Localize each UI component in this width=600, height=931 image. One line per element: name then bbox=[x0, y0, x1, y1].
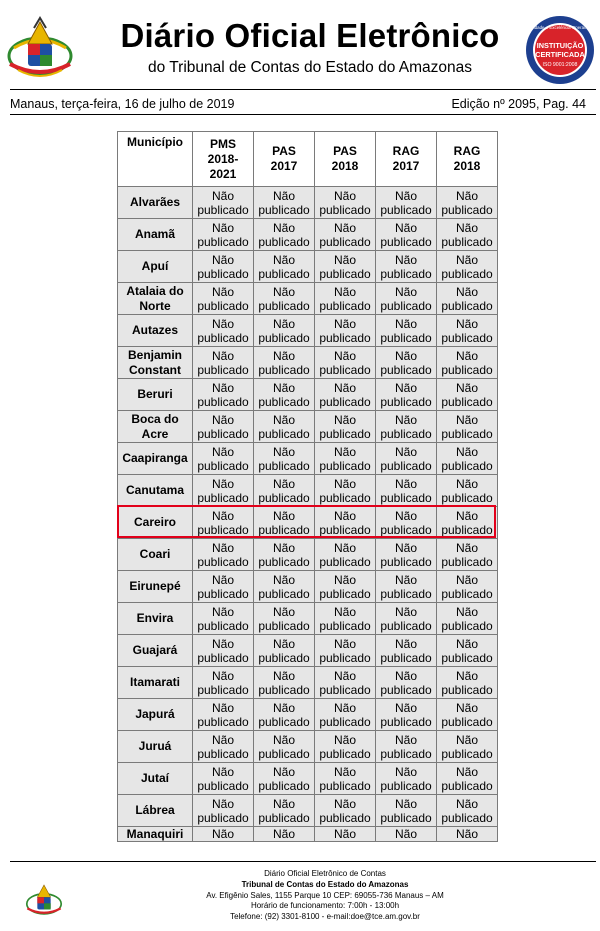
status-cell-pas-2017: Não publicado bbox=[254, 507, 315, 539]
status-cell-pas-2018: Não publicado bbox=[315, 571, 376, 603]
municipio-cell: Autazes bbox=[118, 315, 193, 347]
status-cell-rag-2018: Não publicado bbox=[437, 571, 498, 603]
status-cell-pms-2018-2021: Não publicado bbox=[193, 635, 254, 667]
seal-top-text: Qualidade e Excelência Operacional bbox=[524, 25, 596, 30]
status-cell-rag-2018: Não publicado bbox=[437, 251, 498, 283]
status-cell-pas-2017: Não publicado bbox=[254, 795, 315, 827]
status-cell-pas-2017: Não bbox=[254, 827, 315, 842]
status-cell-rag-2018: Não publicado bbox=[437, 763, 498, 795]
status-cell-rag-2017: Não publicado bbox=[376, 251, 437, 283]
status-cell-pas-2017: Não publicado bbox=[254, 283, 315, 315]
status-cell-rag-2018: Não publicado bbox=[437, 603, 498, 635]
status-cell-pas-2017: Não publicado bbox=[254, 731, 315, 763]
iso-certification-seal-icon bbox=[524, 14, 596, 86]
tce-am-footer-emblem-icon bbox=[24, 880, 64, 920]
status-cell-pas-2018: Não publicado bbox=[315, 507, 376, 539]
table-row bbox=[118, 667, 498, 699]
status-cell-pms-2018-2021: Não bbox=[193, 827, 254, 842]
header-rag-2017: RAG 2017 bbox=[376, 132, 437, 187]
page-subtitle: do Tribunal de Contas do Estado do Amazonas bbox=[148, 59, 472, 76]
status-cell-pas-2017: Não publicado bbox=[254, 187, 315, 219]
status-cell-rag-2017: Não publicado bbox=[376, 731, 437, 763]
status-cell-rag-2018: Não publicado bbox=[437, 443, 498, 475]
status-cell-pms-2018-2021: Não publicado bbox=[193, 283, 254, 315]
status-cell-rag-2017: Não publicado bbox=[376, 347, 437, 379]
municipio-cell: Canutama bbox=[118, 475, 193, 507]
header-rag-2018: RAG 2018 bbox=[437, 132, 498, 187]
status-cell-rag-2018: Não publicado bbox=[437, 795, 498, 827]
status-cell-rag-2017: Não publicado bbox=[376, 763, 437, 795]
table-row bbox=[118, 283, 498, 315]
status-cell-pas-2018: Não publicado bbox=[315, 635, 376, 667]
table-row bbox=[118, 603, 498, 635]
table-row bbox=[118, 699, 498, 731]
status-cell-pms-2018-2021: Não publicado bbox=[193, 251, 254, 283]
municipio-cell: Boca do Acre bbox=[118, 411, 193, 443]
status-cell-rag-2017: Não publicado bbox=[376, 187, 437, 219]
status-cell-pas-2017: Não publicado bbox=[254, 539, 315, 571]
status-cell-pms-2018-2021: Não publicado bbox=[193, 443, 254, 475]
status-cell-pas-2017: Não publicado bbox=[254, 667, 315, 699]
seal-mid-text-1: INSTITUIÇÃO bbox=[536, 41, 584, 50]
status-cell-pms-2018-2021: Não publicado bbox=[193, 603, 254, 635]
table-row bbox=[118, 347, 498, 379]
status-cell-rag-2017: Não bbox=[376, 827, 437, 842]
status-cell-pas-2018: Não publicado bbox=[315, 475, 376, 507]
table-row bbox=[118, 187, 498, 219]
status-cell-pas-2018: Não publicado bbox=[315, 731, 376, 763]
status-cell-pas-2017: Não publicado bbox=[254, 475, 315, 507]
status-cell-pas-2018: Não publicado bbox=[315, 411, 376, 443]
municipio-cell: Itamarati bbox=[118, 667, 193, 699]
footer-rule bbox=[10, 861, 596, 862]
status-cell-pas-2018: Não bbox=[315, 827, 376, 842]
municipio-cell: Jutaí bbox=[118, 763, 193, 795]
status-cell-rag-2018: Não publicado bbox=[437, 539, 498, 571]
footer-line-5: Telefone: (92) 3301-8100 - e-mail:doe@tce.am.gov.br bbox=[230, 912, 420, 922]
tce-am-coat-of-arms-icon bbox=[4, 14, 76, 84]
status-cell-rag-2017: Não publicado bbox=[376, 699, 437, 731]
status-cell-rag-2018: Não publicado bbox=[437, 187, 498, 219]
status-cell-pas-2017: Não publicado bbox=[254, 571, 315, 603]
municipio-cell: Guajará bbox=[118, 635, 193, 667]
municipio-cell: Caapiranga bbox=[118, 443, 193, 475]
municipio-cell: Lábrea bbox=[118, 795, 193, 827]
status-cell-pas-2018: Não publicado bbox=[315, 251, 376, 283]
status-cell-rag-2017: Não publicado bbox=[376, 411, 437, 443]
status-cell-pms-2018-2021: Não publicado bbox=[193, 187, 254, 219]
status-cell-rag-2017: Não publicado bbox=[376, 283, 437, 315]
status-cell-pms-2018-2021: Não publicado bbox=[193, 219, 254, 251]
header-rule-top bbox=[10, 89, 596, 90]
status-cell-rag-2017: Não publicado bbox=[376, 795, 437, 827]
table-body bbox=[118, 187, 498, 842]
municipio-cell: Benjamin Constant bbox=[118, 347, 193, 379]
status-cell-pas-2018: Não publicado bbox=[315, 539, 376, 571]
status-cell-rag-2017: Não publicado bbox=[376, 379, 437, 411]
table-row bbox=[118, 251, 498, 283]
status-cell-rag-2018: Não publicado bbox=[437, 379, 498, 411]
status-cell-rag-2018: Não bbox=[437, 827, 498, 842]
table-row bbox=[118, 379, 498, 411]
status-cell-pas-2017: Não publicado bbox=[254, 379, 315, 411]
footer-line-1: Diário Oficial Eletrônico de Contas bbox=[264, 869, 386, 878]
status-cell-pms-2018-2021: Não publicado bbox=[193, 507, 254, 539]
status-cell-rag-2017: Não publicado bbox=[376, 315, 437, 347]
edition-page: Edição nº 2095, Pag. 44 bbox=[451, 97, 586, 111]
status-cell-pms-2018-2021: Não publicado bbox=[193, 475, 254, 507]
status-cell-rag-2018: Não publicado bbox=[437, 475, 498, 507]
status-cell-rag-2018: Não publicado bbox=[437, 507, 498, 539]
table-row bbox=[118, 635, 498, 667]
status-cell-rag-2018: Não publicado bbox=[437, 219, 498, 251]
header-pas-2018: PAS 2018 bbox=[315, 132, 376, 187]
status-cell-pas-2018: Não publicado bbox=[315, 315, 376, 347]
status-cell-pms-2018-2021: Não publicado bbox=[193, 379, 254, 411]
status-cell-rag-2018: Não publicado bbox=[437, 699, 498, 731]
table-row bbox=[118, 539, 498, 571]
status-cell-pas-2017: Não publicado bbox=[254, 411, 315, 443]
table-row bbox=[118, 731, 498, 763]
municipio-cell: Juruá bbox=[118, 731, 193, 763]
table-row bbox=[118, 411, 498, 443]
seal-bottom-text: ISO 9001:2008 bbox=[542, 62, 578, 68]
status-cell-rag-2017: Não publicado bbox=[376, 443, 437, 475]
seal-mid-text-2: CERTIFICADA bbox=[535, 50, 585, 59]
status-cell-rag-2017: Não publicado bbox=[376, 475, 437, 507]
status-cell-rag-2017: Não publicado bbox=[376, 571, 437, 603]
status-cell-pas-2017: Não publicado bbox=[254, 603, 315, 635]
table-row bbox=[118, 795, 498, 827]
status-cell-pas-2017: Não publicado bbox=[254, 315, 315, 347]
municipio-cell: Japurá bbox=[118, 699, 193, 731]
status-cell-pas-2018: Não publicado bbox=[315, 283, 376, 315]
municipio-cell: Eirunepé bbox=[118, 571, 193, 603]
footer-line-2: Tribunal de Contas do Estado do Amazonas bbox=[241, 879, 409, 889]
status-cell-pms-2018-2021: Não publicado bbox=[193, 539, 254, 571]
table-row bbox=[118, 475, 498, 507]
status-cell-pas-2018: Não publicado bbox=[315, 603, 376, 635]
status-cell-rag-2018: Não publicado bbox=[437, 411, 498, 443]
header-pms-2018-2021: PMS 2018- 2021 bbox=[193, 132, 254, 187]
municipality-status-table bbox=[117, 131, 498, 842]
table-row bbox=[118, 443, 498, 475]
status-cell-pas-2018: Não publicado bbox=[315, 763, 376, 795]
municipio-cell: Apuí bbox=[118, 251, 193, 283]
status-cell-rag-2017: Não publicado bbox=[376, 603, 437, 635]
municipio-cell: Beruri bbox=[118, 379, 193, 411]
status-cell-pas-2017: Não publicado bbox=[254, 635, 315, 667]
status-cell-pas-2018: Não publicado bbox=[315, 347, 376, 379]
status-cell-pas-2017: Não publicado bbox=[254, 219, 315, 251]
status-cell-pas-2017: Não publicado bbox=[254, 699, 315, 731]
table-row bbox=[118, 763, 498, 795]
status-cell-pas-2018: Não publicado bbox=[315, 795, 376, 827]
municipio-cell: Manaquiri bbox=[118, 827, 193, 842]
table-row bbox=[118, 219, 498, 251]
status-cell-pas-2018: Não publicado bbox=[315, 699, 376, 731]
footer-line-4: Horário de funcionamento: 7:00h - 13:00h bbox=[250, 901, 400, 911]
status-cell-pms-2018-2021: Não publicado bbox=[193, 731, 254, 763]
status-cell-pas-2017: Não publicado bbox=[254, 443, 315, 475]
status-cell-pas-2018: Não publicado bbox=[315, 219, 376, 251]
page-title: Diário Oficial Eletrônico bbox=[120, 17, 500, 54]
municipio-cell: Atalaia do Norte bbox=[118, 283, 193, 315]
status-cell-rag-2017: Não publicado bbox=[376, 635, 437, 667]
status-cell-pas-2018: Não publicado bbox=[315, 667, 376, 699]
table-row bbox=[118, 827, 498, 842]
status-cell-rag-2018: Não publicado bbox=[437, 283, 498, 315]
status-cell-pas-2017: Não publicado bbox=[254, 763, 315, 795]
status-cell-pms-2018-2021: Não publicado bbox=[193, 347, 254, 379]
header-pas-2017: PAS 2017 bbox=[254, 132, 315, 187]
municipio-cell: Envira bbox=[118, 603, 193, 635]
footer-block bbox=[150, 869, 500, 923]
header-rule-bottom bbox=[10, 114, 596, 115]
municipio-cell: Alvarães bbox=[118, 187, 193, 219]
status-cell-pas-2018: Não publicado bbox=[315, 379, 376, 411]
status-cell-rag-2018: Não publicado bbox=[437, 731, 498, 763]
municipio-cell: Anamã bbox=[118, 219, 193, 251]
status-cell-rag-2018: Não publicado bbox=[437, 635, 498, 667]
table-header-row bbox=[118, 132, 498, 187]
status-cell-pms-2018-2021: Não publicado bbox=[193, 667, 254, 699]
status-cell-rag-2018: Não publicado bbox=[437, 347, 498, 379]
table-row bbox=[118, 315, 498, 347]
footer-line-3: Av. Efigênio Sales, 1155 Parque 10 CEP: 69055-736 Manaus – AM bbox=[206, 890, 444, 900]
status-cell-pms-2018-2021: Não publicado bbox=[193, 411, 254, 443]
status-cell-rag-2018: Não publicado bbox=[437, 315, 498, 347]
status-cell-pms-2018-2021: Não publicado bbox=[193, 699, 254, 731]
status-cell-pas-2018: Não publicado bbox=[315, 443, 376, 475]
status-cell-pas-2017: Não publicado bbox=[254, 347, 315, 379]
status-cell-pms-2018-2021: Não publicado bbox=[193, 763, 254, 795]
status-cell-pas-2017: Não publicado bbox=[254, 251, 315, 283]
header-municipio: Município bbox=[118, 132, 193, 187]
status-cell-rag-2017: Não publicado bbox=[376, 667, 437, 699]
status-cell-rag-2017: Não publicado bbox=[376, 507, 437, 539]
municipio-cell: Coari bbox=[118, 539, 193, 571]
status-cell-pms-2018-2021: Não publicado bbox=[193, 795, 254, 827]
status-cell-pas-2018: Não publicado bbox=[315, 187, 376, 219]
status-cell-rag-2018: Não publicado bbox=[437, 667, 498, 699]
table-row bbox=[118, 507, 498, 539]
table-row bbox=[118, 571, 498, 603]
status-cell-rag-2017: Não publicado bbox=[376, 539, 437, 571]
status-cell-pms-2018-2021: Não publicado bbox=[193, 315, 254, 347]
status-cell-rag-2017: Não publicado bbox=[376, 219, 437, 251]
municipio-cell: Careiro bbox=[118, 507, 193, 539]
publication-date: Manaus, terça-feira, 16 de julho de 2019 bbox=[10, 97, 235, 111]
status-cell-pms-2018-2021: Não publicado bbox=[193, 571, 254, 603]
